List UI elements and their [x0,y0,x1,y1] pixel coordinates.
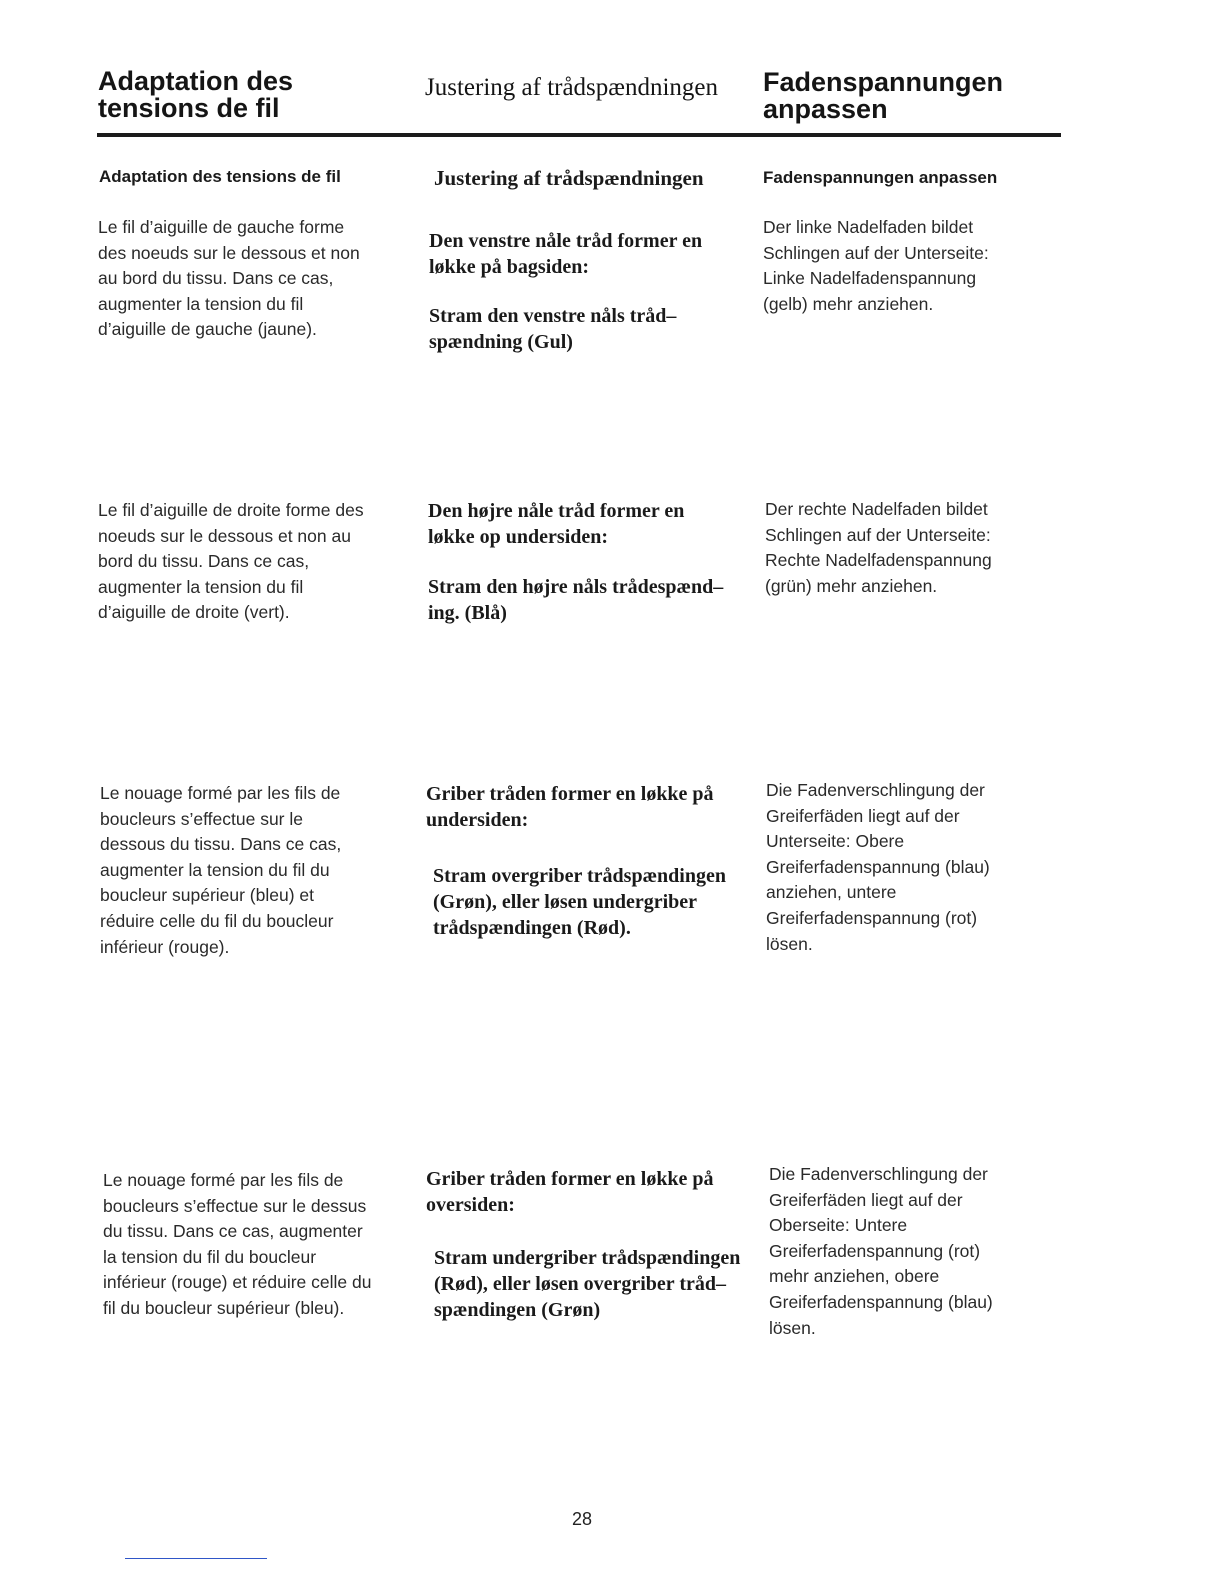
section-3-de-text: Die Fadenverschlingung der Greiferfäden liegt auf der Unterseite: Obere Greiferfadenspannung (blau) anziehen, untere Greiferfadenspannung (rot) lösen. [766,780,990,954]
section-1-fr-text: Le fil d’aiguille de gauche forme des noeuds sur le dessous et non au bord du tissu. Dans ce cas, augmenter la tension du fil d’aiguille de gauche (jaune). [98,217,360,340]
section-4-da-problem: Griber tråden former en løkke på oversiden: [426,1168,714,1216]
section-1-de-text: Der linke Nadelfaden bildet Schlingen auf der Unterseite: Linke Nadelfadenspannung (gelb) mehr anziehen. [763,217,989,314]
footer-line [125,1558,267,1559]
section-4-fr-text: Le nouage formé par les fils de boucleurs s’effectue sur le dessus du tissu. Dans ce cas, augmenter la tension du fil du boucleur inférieur (rouge) et réduire celle du fil du boucleur supérieur (bleu). [103,1170,372,1318]
section-1-da-problem: Den venstre nåle tråd former en løkke på bagsiden: [429,230,703,278]
page-title-de: Fadenspannungen anpassen [763,67,1004,124]
section-3-da-fix: Stram overgriber trådspændingen (Grøn), eller løsen undergriber trådspændingen (Rød). [433,865,726,939]
section-2-da-fix: Stram den højre nåls trådespænd– ing. (Blå) [428,576,724,624]
page-title-fr: Adaptation des tensions de fil [98,66,294,123]
page-title-da: Justering af trådspændningen [425,74,719,101]
section-4-de-text: Die Fadenverschlingung der Greiferfäden liegt auf der Oberseite: Untere Greiferfadenspannung (rot) mehr anziehen, obere Greiferfadenspannung (blau) lösen. [769,1164,993,1338]
section-4-da-fix: Stram undergriber trådspændingen (Rød), eller løsen overgriber tråd– spændingen (Grøn) [434,1247,741,1321]
page-number: 28 [572,1509,593,1529]
subheading-da: Justering af trådspændningen [434,166,704,190]
header-rule [97,133,1061,137]
subheading-de: Fadenspannungen anpassen [763,168,998,187]
section-1-da-fix: Stram den venstre nåls tråd– spændning (Gul) [429,305,677,353]
section-2-da-problem: Den højre nåle tråd former en løkke op undersiden: [428,500,685,548]
section-2-fr-text: Le fil d’aiguille de droite forme des noeuds sur le dessous et non au bord du tissu. Dans ce cas, augmenter la tension du fil d’aiguille de droite (vert). [98,500,364,623]
section-3-da-problem: Griber tråden former en løkke på undersiden: [426,783,714,831]
section-2-de-text: Der rechte Nadelfaden bildet Schlingen auf der Unterseite: Rechte Nadelfadenspannung (grün) mehr anziehen. [765,499,992,596]
section-3-fr-text: Le nouage formé par les fils de boucleurs s’effectue sur le dessous du tissu. Dans ce cas, augmenter la tension du fil du boucleur supérieur (bleu) et réduire celle du fil du boucleur inférieur (rouge). [100,783,342,957]
subheading-fr: Adaptation des tensions de fil [99,167,341,186]
